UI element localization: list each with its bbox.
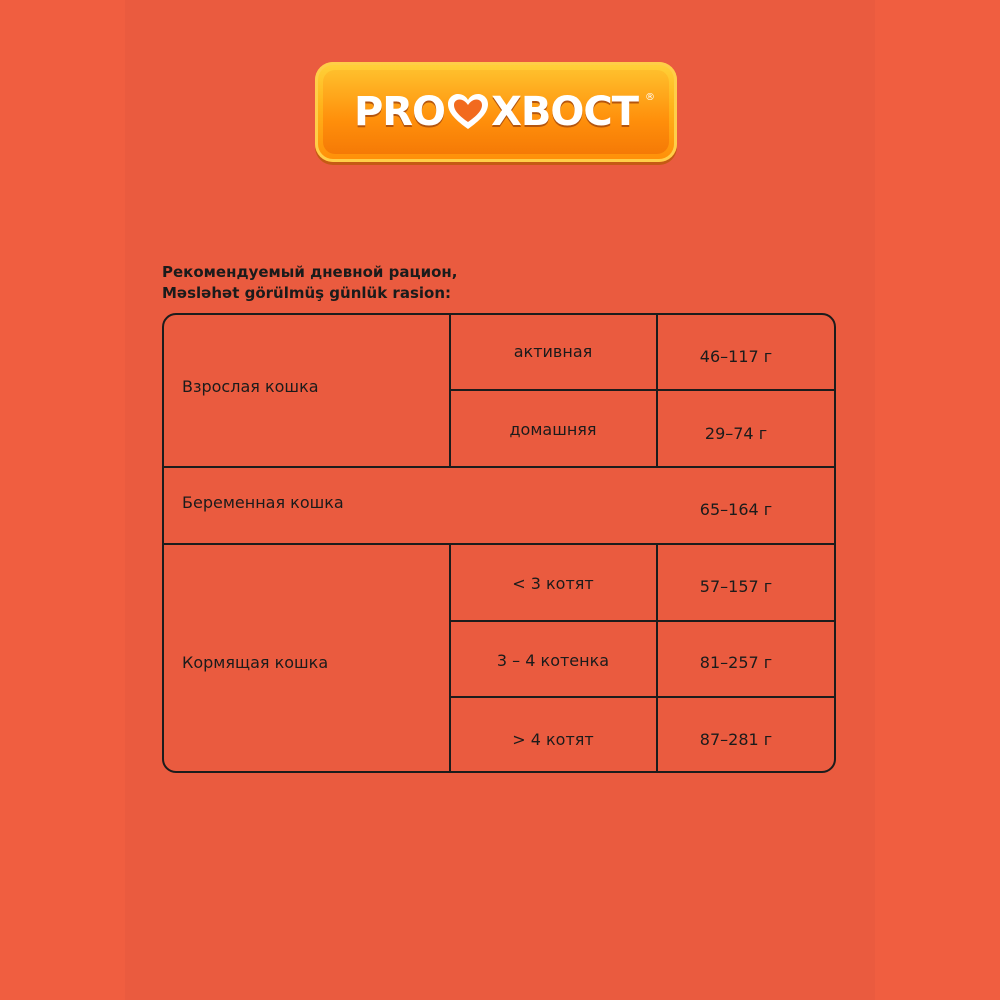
heading-line-az: Məsləhət görülmüş günlük rasion: xyxy=(162,284,451,302)
amount-litter-small: 57–157 г xyxy=(699,577,773,596)
feeding-heading xyxy=(162,262,457,304)
amount-litter-large: 87–281 г xyxy=(699,730,773,749)
pregnant-cat-label: Беременная кошка xyxy=(182,493,344,512)
registered-mark: ® xyxy=(645,92,655,103)
row-divider xyxy=(450,696,834,698)
adult-cat-label: Взрослая кошка xyxy=(182,377,319,396)
nursing-cat-label: Кормящая кошка xyxy=(182,653,329,672)
row-divider xyxy=(450,389,834,391)
amount-indoor: 29–74 г xyxy=(704,424,768,443)
activity-active: активная xyxy=(513,342,593,361)
row-divider xyxy=(450,620,834,622)
row-divider xyxy=(164,466,834,468)
column-divider xyxy=(656,543,658,771)
brand-name-part2: XBOCT xyxy=(491,89,639,135)
column-divider xyxy=(449,543,451,771)
amount-active: 46–117 г xyxy=(699,347,773,366)
background-stripe-left xyxy=(0,0,125,1000)
column-divider xyxy=(656,315,658,466)
feeding-table xyxy=(162,313,836,773)
heading-line-ru: Рекомендуемый дневной рацион, xyxy=(162,263,458,281)
litter-large: > 4 котят xyxy=(512,730,594,749)
activity-indoor: домашняя xyxy=(509,420,597,439)
amount-litter-medium: 81–257 г xyxy=(699,653,773,672)
amount-pregnant: 65–164 г xyxy=(699,500,773,519)
heart-icon xyxy=(446,92,490,132)
litter-small: < 3 котят xyxy=(512,574,594,593)
litter-medium: 3 – 4 котенка xyxy=(496,651,610,670)
brand-name-part1: PRO xyxy=(353,89,446,135)
row-divider xyxy=(164,543,834,545)
background-stripe-right xyxy=(875,0,1000,1000)
column-divider xyxy=(449,315,451,466)
brand-logo xyxy=(315,62,677,162)
